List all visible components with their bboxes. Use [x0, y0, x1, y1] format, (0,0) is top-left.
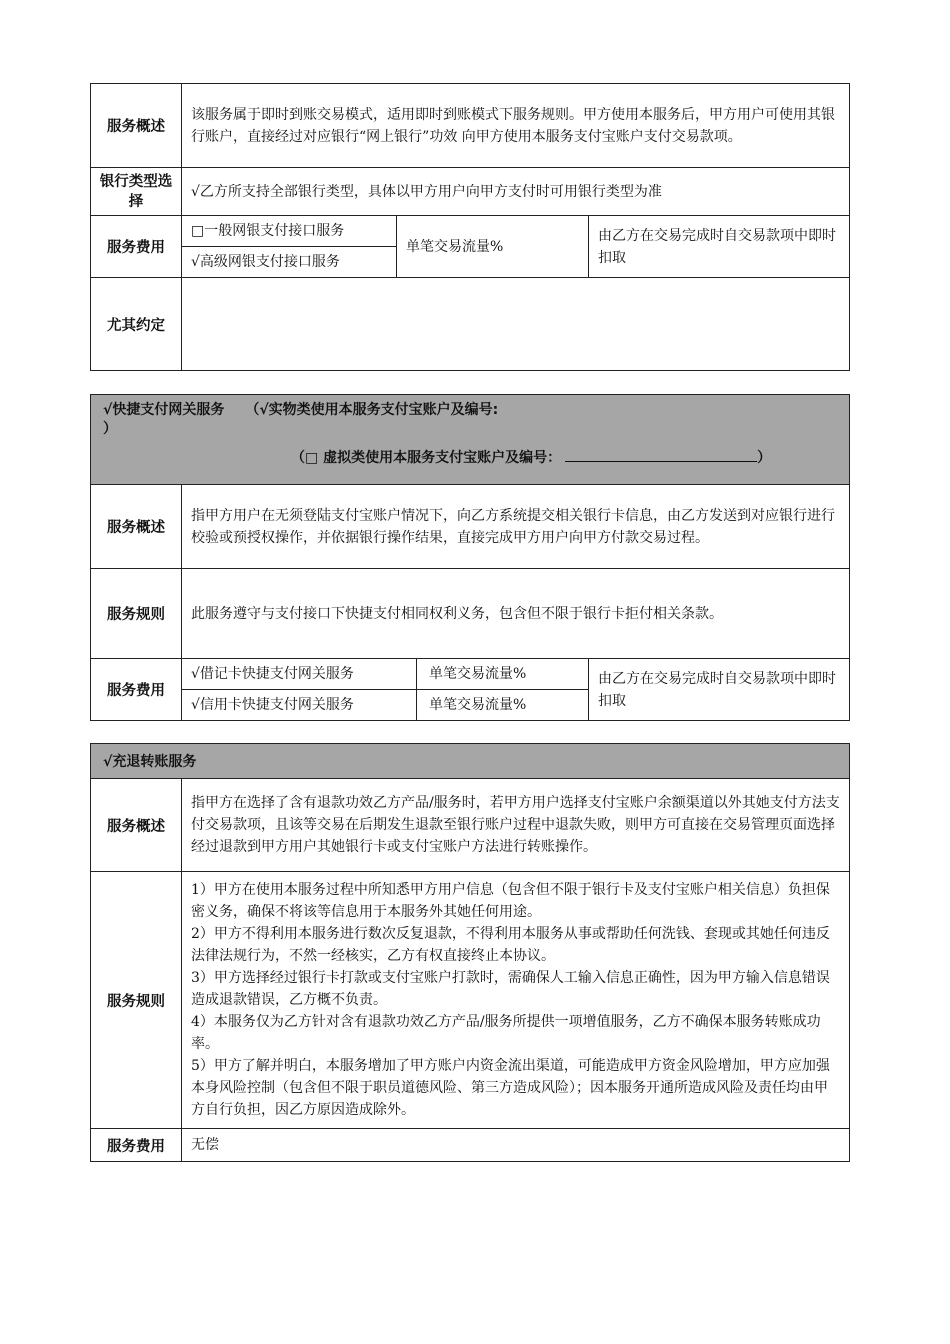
fee-deduct: 由乙方在交易完成时自交易款项中即时扣取: [589, 216, 850, 278]
special-agreement-label: 尤其约定: [91, 278, 182, 371]
header-virtual-close: ）: [757, 450, 772, 466]
rule-item: 5）甲方了解并明白，本服务增加了甲方账户内资金流出渠道，可能造成甲方资金风险增加，甲方应加强本身风险控制（包含但不限于职员道德风险、第三方造成风险）；因本服务开通所造成风险及责任均由甲方自行负担，因乙方原因造成除外。: [191, 1058, 830, 1118]
overview-label: 服务概述: [91, 485, 182, 569]
header-paren: ）: [103, 421, 117, 437]
fee-rate-credit: 单笔交易流量%: [417, 690, 589, 721]
rules-label: 服务规则: [91, 569, 182, 659]
quick-pay-gateway-table: [90, 394, 850, 721]
overview-text: 指甲方在选择了含有退款功效乙方产品/服务时，若甲方用户选择支付宝账户余额渠道以外其她支付方法支付交易款项，且该等交易在后期发生退款至银行账户过程中退款失败，则甲方可直接在交易管理页面选择经过退款到甲方用户其她银行卡或支付宝账户方法进行转账操作。: [182, 779, 850, 872]
rule-item: 1）甲方在使用本服务过程中所知悉甲方用户信息（包含但不限于银行卡及支付宝账户相关信息）负担保密义务，确保不将该等信息用于本服务外其她任何用途。: [191, 882, 830, 920]
refund-transfer-header: √充退转账服务: [91, 744, 850, 779]
quick-pay-header: [91, 395, 850, 485]
refund-transfer-table: [90, 743, 850, 1162]
fee-rate: 单笔交易流量%: [397, 216, 589, 278]
rule-item: 2）甲方不得利用本服务进行数次反复退款，不得利用本服务从事或帮助任何洗钱、套现或其她任何违反法律法规行为，不然一经核实，乙方有权直接终止本协议。: [191, 926, 830, 964]
header-virtual-line: [103, 445, 837, 471]
rule-item: 4）本服务仅为乙方针对含有退款功效乙方产品/服务所提供一项增值服务，乙方不确保本服务转账成功率。: [191, 1014, 821, 1052]
fee-text: 无偿: [182, 1129, 850, 1162]
special-agreement-text: [182, 278, 850, 371]
account-blank: [565, 447, 757, 462]
overview-text: 该服务属于即时到账交易模式，适用即时到账模式下服务规则。甲方使用本服务后，甲方用户可使用其银行账户，直接经过对应银行“网上银行”功效 向甲方使用本服务支付宝账户支付交易款项。: [182, 84, 850, 168]
fee-rate-debit: 单笔交易流量%: [417, 659, 589, 690]
online-bank-service-table: [90, 83, 850, 371]
fee-option-credit: √信用卡快捷支付网关服务: [182, 690, 417, 721]
rules-text: 此服务遵守与支付接口下快捷支付相同权利义务，包含但不限于银行卡拒付相关条款。: [182, 569, 850, 659]
bank-type-text: √乙方所支持全部银行类型，具体以甲方用户向甲方支付时可用银行类型为准: [182, 168, 850, 216]
rule-item: 3）甲方选择经过银行卡打款或支付宝账户打款时，需确保人工输入信息正确性，因为甲方输入信息错误造成退款错误，乙方概不负责。: [191, 970, 830, 1008]
fee-label: 服务费用: [91, 659, 182, 721]
fee-label: 服务费用: [91, 216, 182, 278]
overview-text: 指甲方用户在无须登陆支付宝账户情况下，向乙方系统提交相关银行卡信息，由乙方发送到对应银行进行校验或预授权操作，并依据银行操作结果，直接完成甲方用户向甲方付款交易过程。: [182, 485, 850, 569]
header-physical-line: [103, 399, 837, 421]
overview-label: 服务概述: [91, 779, 182, 872]
rules-list: [182, 872, 850, 1129]
header-physical-text: √快捷支付网关服务 （√实物类使用本服务支付宝账户及编号:: [103, 402, 499, 418]
overview-label: 服务概述: [91, 84, 182, 168]
header-virtual-text: （□ 虚拟类使用本服务支付宝账户及编号：: [291, 450, 562, 466]
fee-option-debit: √借记卡快捷支付网关服务: [182, 659, 417, 690]
bank-type-label: 银行类型选择: [91, 168, 182, 216]
fee-deduct: 由乙方在交易完成时自交易款项中即时扣取: [589, 659, 850, 721]
rules-label: 服务规则: [91, 872, 182, 1129]
fee-option-advanced: √高级网银支付接口服务: [182, 247, 397, 278]
fee-label: 服务费用: [91, 1129, 182, 1162]
fee-option-general: □一般网银支付接口服务: [182, 216, 397, 247]
